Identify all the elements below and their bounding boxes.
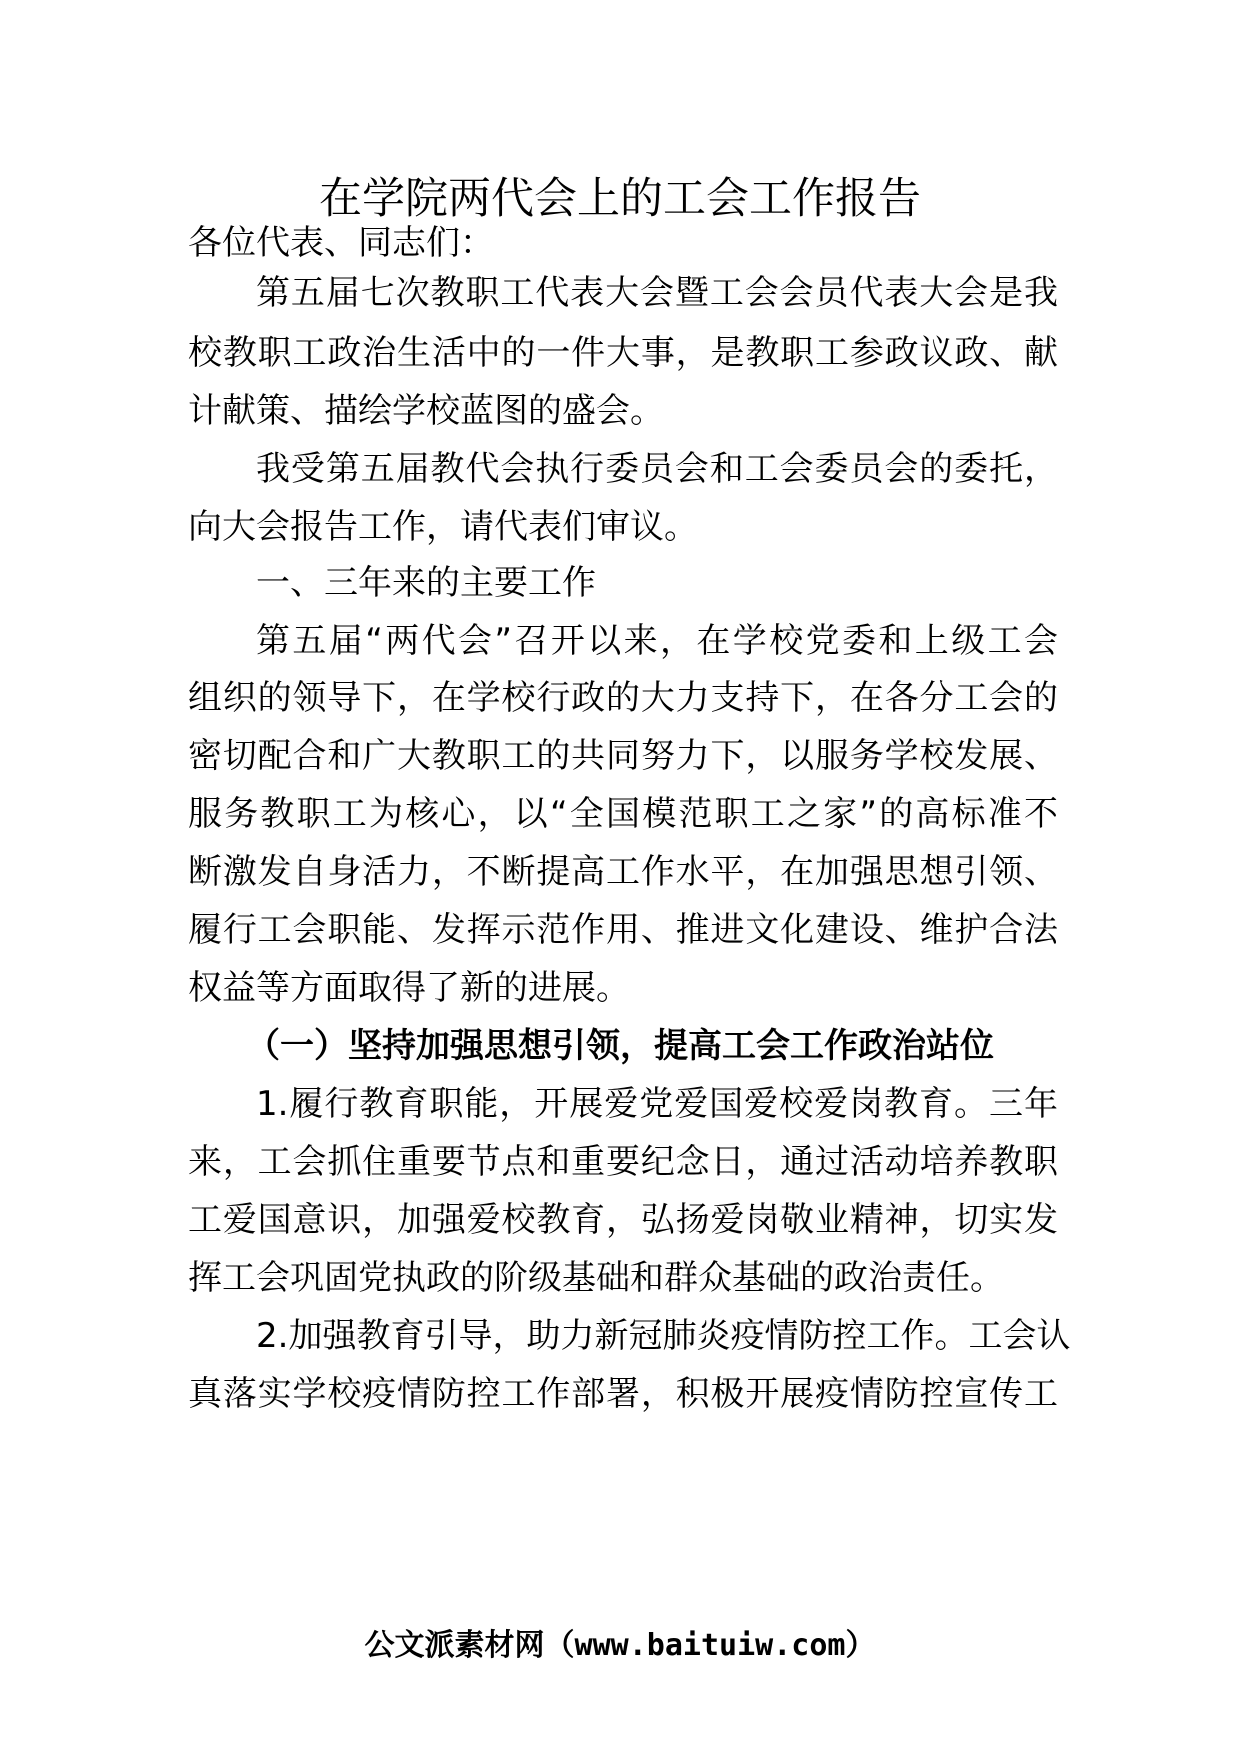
paragraph-line: 来，工会抓住重要节点和重要纪念日，通过活动培养教职 xyxy=(188,1142,1058,1182)
paragraph-line: 断激发自身活力，不断提高工作水平，在加强思想引领、 xyxy=(188,852,1058,892)
subsection-heading: （一）坚持加强思想引领，提高工会工作政治站位 xyxy=(246,1026,994,1066)
salutation: 各位代表、同志们： xyxy=(188,223,494,263)
paragraph-line: 服务教职工为核心，以“全国模范职工之家”的高标准不 xyxy=(188,794,1058,834)
paragraph-line: 1.履行教育职能，开展爱党爱国爱校爱岗教育。三年 xyxy=(256,1084,1058,1124)
paragraph-line: 计献策、描绘学校蓝图的盛会。 xyxy=(188,391,664,431)
footer-site-name: 公文派素材网 xyxy=(364,1628,545,1663)
section-heading: 一、三年来的主要工作 xyxy=(256,563,596,603)
paragraph-line: 履行工会职能、发挥示范作用、推进文化建设、维护合法 xyxy=(188,910,1058,950)
paragraph-line: 真落实学校疫情防控工作部署，积极开展疫情防控宣传工 xyxy=(188,1374,1058,1414)
paragraph-line: 2.加强教育引导，助力新冠肺炎疫情防控工作。工会认 xyxy=(256,1316,1071,1356)
paragraph-line: 挥工会巩固党执政的阶级基础和群众基础的政治责任。 xyxy=(188,1258,1004,1298)
footer-url: （www.baituiw.com） xyxy=(544,1628,876,1663)
paragraph-line: 权益等方面取得了新的进展。 xyxy=(188,968,630,1008)
document-title: 在学院两代会上的工会工作报告 xyxy=(319,174,921,224)
paragraph-line: 校教职工政治生活中的一件大事，是教职工参政议政、献 xyxy=(188,333,1058,373)
paragraph-line: 密切配合和广大教职工的共同努力下，以服务学校发展、 xyxy=(188,736,1058,776)
paragraph-line: 第五届七次教职工代表大会暨工会会员代表大会是我 xyxy=(256,273,1058,313)
paragraph-line: 组织的领导下，在学校行政的大力支持下，在各分工会的 xyxy=(188,678,1058,718)
footer-watermark xyxy=(0,1618,1240,1674)
paragraph-line: 我受第五届教代会执行委员会和工会委员会的委托， xyxy=(256,449,1058,489)
paragraph-line: 向大会报告工作，请代表们审议。 xyxy=(188,507,698,547)
paragraph-line: 工爱国意识，加强爱校教育，弘扬爱岗敬业精神，切实发 xyxy=(188,1200,1058,1240)
paragraph-line: 第五届“两代会”召开以来，在学校党委和上级工会 xyxy=(256,621,1058,661)
